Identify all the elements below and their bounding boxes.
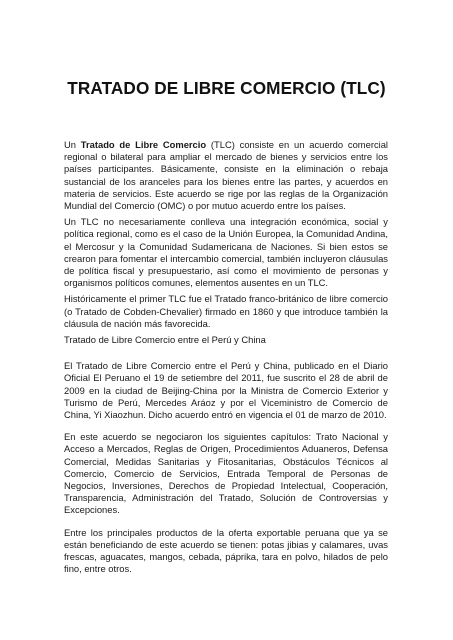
paragraph-lead: Un <box>64 139 81 150</box>
tlc-term: Tratado de Libre Comercio <box>80 139 207 150</box>
paragraph-rest: (TLC) consiste en un acuerdo comercial regional o bilateral para ampliar el mercado de bienes y servicios entre los países participantes. Básicamente, consiste en la eliminación o rebaja sustancial de los aranceles para los bienes entre las partes, y acuerdos en materia de servicios. Este acuerdo se rige por las reglas de la Organización Mundial del Comercio (OMC) o por mutuo acuerdo entre los países. <box>64 139 389 212</box>
section-subheading: Tratado de Libre Comercio entre el Perú y China <box>64 334 266 346</box>
paragraph-integration: Un TLC no necesariamente conlleva una integración económica, social y política regional, como es el caso de la Unión Europea, la Comunidad Andina, el Mercosur y la Comunidad Sudamericana de Naciones. Si bien estos se crearon para fomentar el intercambio comercial, también incluyeron cláusulas de política fiscal y presupuestario, así como el movimiento de personas y organismos políticos comunes, elementos ausentes en un TLC. <box>64 216 388 289</box>
paragraph-products: Entre los principales productos de la oferta exportable peruana que ya se están beneficiando de este acuerdo se tienen: potas jibias y calamares, uvas frescas, aguacates, mangos, cebada, páprika, tara en polvo, hilados de pelo fino, entre otros. <box>64 526 388 575</box>
document-body <box>64 139 388 580</box>
document-title: TRATADO DE LIBRE COMERCIO (TLC) <box>67 78 386 98</box>
paragraph-definition <box>64 139 388 212</box>
paragraph-chapters: En este acuerdo se negociaron los siguientes capítulos: Trato Nacional y Acceso a Mercados, Reglas de Origen, Procedimientos Aduaneros, Defensa Comercial, Medidas Sanitarias y Fitosanitarias, Obstáculos Técnicos al Comercio, Comercio de Servicios, Entrada Temporal de Personas de Negocios, Inversiones, Derechos de Propiedad Intelectual, Cooperación, Transparencia, Administración del Tratado, Solución de Controversias y Excepciones. <box>64 431 388 516</box>
paragraph-history: Históricamente el primer TLC fue el Tratado franco-británico de libre comercio (o Tratado de Cobden-Chevalier) firmado en 1860 y que introduce también la cláusula de nación más favorecida. <box>64 293 388 329</box>
paragraph-peru-china: El Tratado de Libre Comercio entre el Perú y China, publicado en el Diario Oficial El Peruano el 19 de setiembre del 2011, fue suscrito el 28 de abril de 2009 en la ciudad de Beijing-China por la Ministra de Comercio Exterior y Turismo de Perú, Mercedes Aráoz y por el Viceministro de Comercio de China, Yi Xiaozhun. Dicho acuerdo entró en vigencia el 01 de marzo de 2010. <box>64 360 388 421</box>
